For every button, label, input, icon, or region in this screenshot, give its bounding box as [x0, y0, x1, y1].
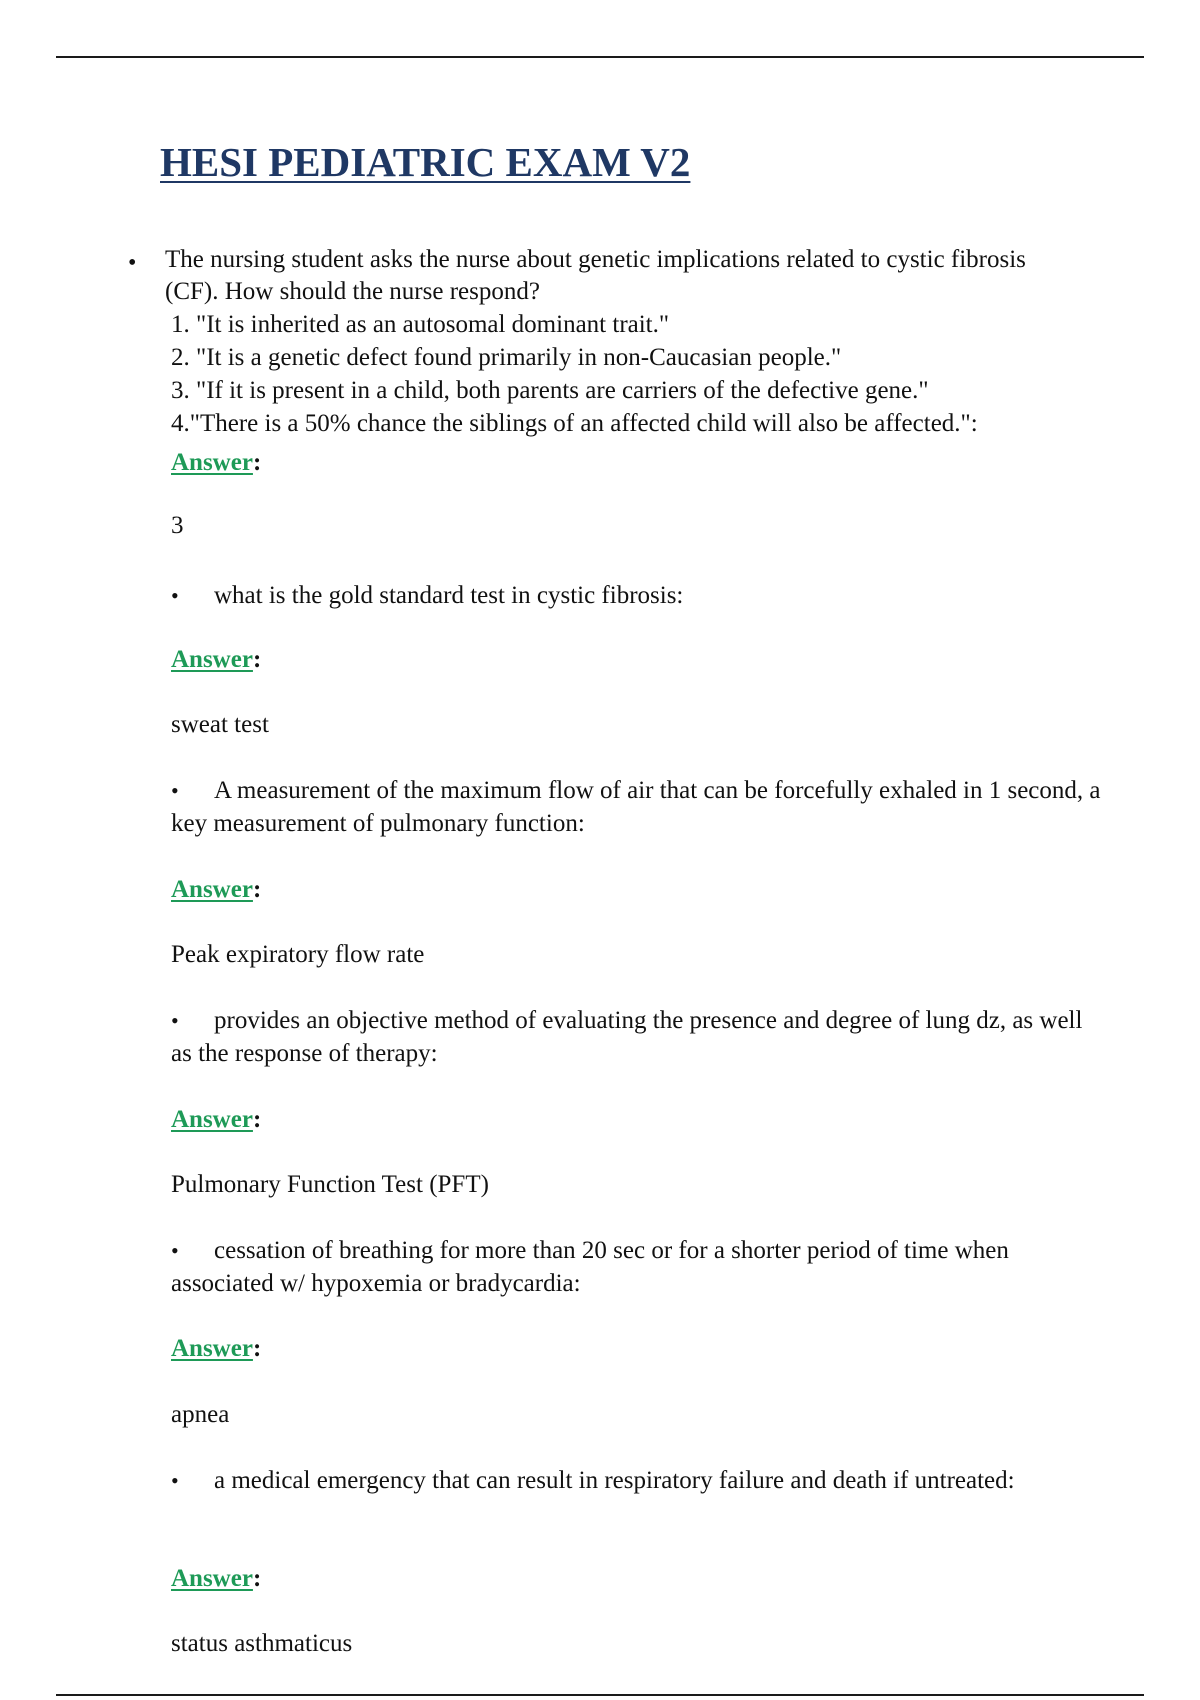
answer-link[interactable]: Answer — [171, 1335, 253, 1362]
answer-label: Answer: — [171, 1106, 262, 1133]
answer-label: Answer: — [171, 1565, 262, 1592]
answer-value: 3 — [171, 512, 184, 539]
answer-value: status asthmaticus — [171, 1630, 353, 1657]
document-title: HESI PEDIATRIC EXAM V2 — [160, 139, 691, 185]
option-1: 1. "It is inherited as an autosomal dominant trait." — [171, 311, 670, 338]
bottom-rule — [56, 1694, 1144, 1696]
question-5 — [171, 1234, 1101, 1300]
question-stem: provides an objective method of evaluating the presence and degree of lung dz, as well as the response of therapy: — [171, 1007, 1083, 1067]
answer-value: sweat test — [171, 711, 269, 738]
answer-link[interactable]: Answer — [171, 1565, 253, 1592]
question-stem: cessation of breathing for more than 20 sec or for a shorter period of time when associated w/ hypoxemia or bradycardia: — [171, 1237, 1009, 1297]
option-3: 3. "If it is present in a child, both parents are carriers of the defective gene." — [171, 377, 929, 404]
answer-label: Answer: — [171, 646, 262, 673]
answer-label: Answer: — [171, 1335, 262, 1362]
question-1 — [124, 244, 1124, 440]
bullet-icon: • — [171, 583, 179, 608]
question-stem: A measurement of the maximum flow of air that can be forcefully exhaled in 1 second, a key measurement of pulmonary function: — [171, 777, 1101, 837]
answer-link[interactable]: Answer — [171, 1106, 253, 1133]
bullet-icon: • — [128, 250, 137, 276]
top-rule — [56, 56, 1144, 58]
question-3 — [171, 774, 1101, 840]
answer-link[interactable]: Answer — [171, 876, 253, 903]
bullet-icon: • — [171, 1008, 179, 1033]
bullet-icon: • — [171, 1238, 179, 1263]
answer-options — [171, 308, 1124, 440]
bullet-icon: • — [171, 1468, 179, 1493]
answer-label: Answer: — [171, 876, 262, 903]
question-stem: a medical emergency that can result in respiratory failure and death if untreated: — [214, 1467, 1015, 1494]
question-4 — [171, 1004, 1101, 1070]
answer-link[interactable]: Answer — [171, 449, 253, 476]
answer-link[interactable]: Answer — [171, 646, 253, 673]
answer-label: Answer: — [171, 449, 262, 476]
question-stem: The nursing student asks the nurse about genetic implications related to cystic fibrosis (CF). How should the nurse respond? — [165, 246, 1026, 305]
option-4: 4."There is a 50% chance the siblings of an affected child will also be affected.": — [171, 410, 978, 437]
question-2 — [171, 579, 1101, 612]
option-2: 2. "It is a genetic defect found primarily in non-Caucasian people." — [171, 344, 842, 371]
bullet-icon: • — [171, 778, 179, 803]
answer-value: Pulmonary Function Test (PFT) — [171, 1171, 489, 1198]
question-6 — [171, 1464, 1101, 1497]
question-stem: what is the gold standard test in cystic fibrosis: — [214, 582, 684, 609]
answer-value: Peak expiratory flow rate — [171, 941, 425, 968]
answer-value: apnea — [171, 1401, 230, 1428]
